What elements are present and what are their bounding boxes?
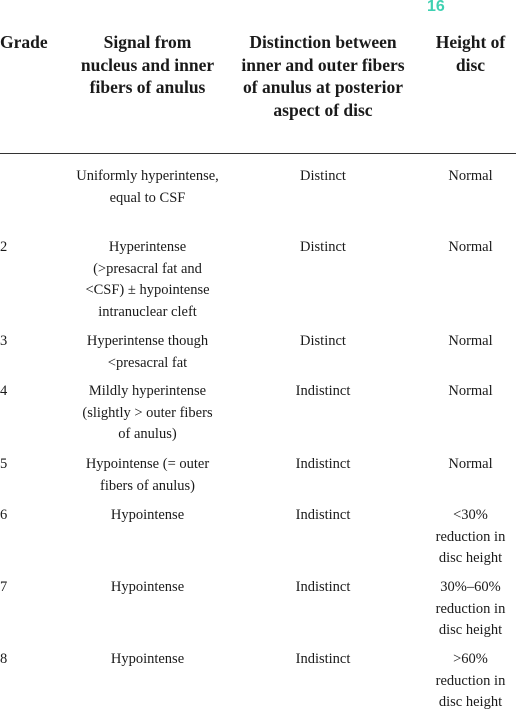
height-cell: Normal	[448, 239, 493, 255]
height-cell: Normal	[448, 456, 493, 472]
signal-cell: Hypointense	[110, 651, 185, 667]
height-cell: Normal	[448, 168, 493, 184]
distinction-cell: Indistinct	[295, 651, 351, 667]
height-cell: Normal	[448, 383, 493, 399]
height-cell: <30% reduction in disc height	[435, 507, 506, 566]
grade-cell: 4	[0, 383, 8, 399]
header-height: Height of disc	[435, 32, 506, 75]
distinction-cell: Distinct	[300, 333, 346, 349]
signal-cell: Hypointense (= outer fibers of anulus)	[85, 456, 210, 494]
distinction-cell: Distinct	[300, 168, 346, 184]
grade-cell: 3	[0, 333, 8, 349]
header-signal: Signal from nucleus and inner fibers of anulus	[80, 32, 215, 97]
page-number: 16	[427, 0, 445, 15]
height-cell: Normal	[448, 333, 493, 349]
grade-cell: 2	[0, 239, 8, 255]
signal-cell: Hyperintense (>presacral fat and <CSF) ± hypointense intranuclear cleft	[85, 239, 210, 320]
distinction-cell: Indistinct	[295, 383, 351, 399]
header-grade: Grade	[0, 32, 48, 52]
distinction-cell: Indistinct	[295, 579, 351, 595]
distinction-cell: Indistinct	[295, 456, 351, 472]
grade-cell: 5	[0, 456, 8, 472]
grade-cell: 8	[0, 651, 8, 667]
signal-cell: Mildly hyperintense (slightly > outer fibers of anulus)	[82, 383, 213, 442]
distinction-cell: Distinct	[300, 239, 346, 255]
grade-cell: 7	[0, 579, 8, 595]
grade-cell: 6	[0, 507, 8, 523]
height-cell: 30%–60% reduction in disc height	[435, 579, 506, 638]
height-cell: >60% reduction in disc height	[435, 651, 506, 710]
signal-cell: Hypointense	[110, 579, 185, 595]
signal-cell: Uniformly hyperintense, equal to CSF	[76, 168, 219, 206]
signal-cell: Hypointense	[110, 507, 185, 523]
table-header	[0, 31, 516, 151]
distinction-cell: Indistinct	[295, 507, 351, 523]
signal-cell: Hyperintense though <presacral fat	[86, 333, 209, 371]
header-rule	[0, 153, 516, 154]
header-distinction: Distinction between inner and outer fibers of anulus at posterior aspect of disc	[241, 32, 405, 120]
